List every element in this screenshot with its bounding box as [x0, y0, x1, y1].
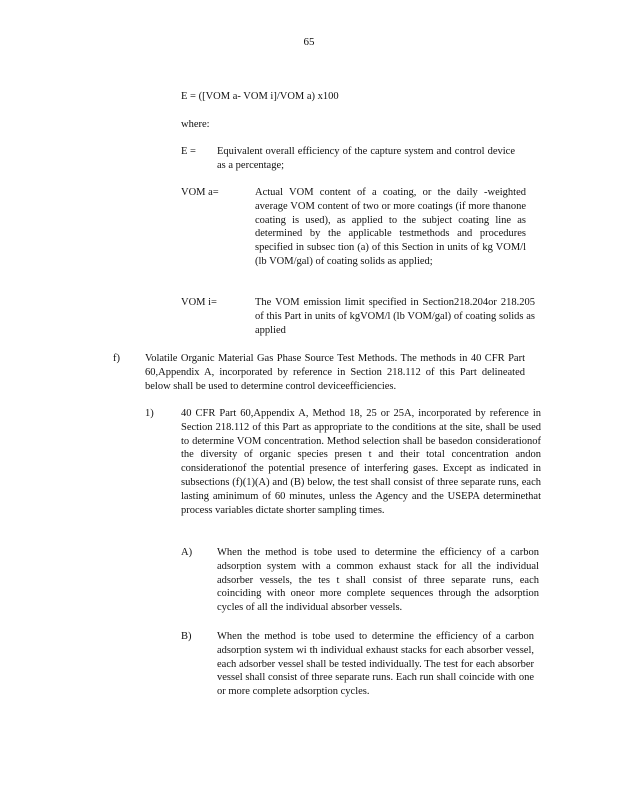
efficiency-equation: E = ([VOM a- VOM i]/VOM a) x100	[181, 91, 339, 102]
item-b-label: B)	[181, 631, 192, 642]
page-number: 65	[303, 36, 315, 48]
section-f-text: Volatile Organic Material Gas Phase Source Test Methods. The methods in 40 CFR Part 60,Appendix A, incorporated by reference in Section 218.112 of this Part delineated below shall be used to determine control deviceefficiencies.	[145, 353, 525, 392]
definition-text-vom-a: Actual VOM content of a coating, or the daily -weighted average VOM content of two or more coatings (if more thanone coating is used), as applied to the subject coating line as determined by the applicable testmethods and procedures specified in subsec tion (a) of this Section in units of kg VOM/l (lb VOM/gal) of coating solids as applied;	[255, 187, 526, 267]
where-label: where:	[181, 119, 210, 130]
item-a-label: A)	[181, 547, 193, 558]
item-1-text: 40 CFR Part 60,Appendix A, Method 18, 25 or 25A, incorporated by reference in Section 218.112 of this Part as appropriate to the conditions at the site, shall be used to determine VOM concentration. Method selection shall be basedon considerationof the diversity of organic species presen t and their total concentration andon considerationof the potential presence of interfering gases. Except as indicated in subsections (f)(1)(A) and (B) below, the test shall consist of three separate runs, each lasting aminimum of 60 minutes, unless the Agency and the USEPA determinethat process variables dictate shorter sampling times.	[181, 408, 541, 516]
definition-term-vom-i: VOM i=	[181, 297, 217, 308]
definition-text-e: Equivalent overall efficiency of the capture system and control device as a percentage;	[217, 146, 515, 171]
item-a-text: When the method is tobe used to determine the efficiency of a carbon adsorption system with a common exhaust stack for all the individual adsorber vessels, the tes t shall consist of three separate runs, each coinciding with oneor more complete sequences through the adsorption cycles of all the individual absorber vessels.	[217, 547, 539, 614]
item-1-label: 1)	[145, 408, 154, 419]
definition-text-vom-i: The VOM emission limit specified in Section218.204or 218.205 of this Part in units of kgVOM/l (lb VOM/gal) of coating solids as applied	[255, 297, 535, 336]
section-f-label: f)	[113, 353, 120, 364]
definition-term-vom-a: VOM a=	[181, 187, 219, 198]
definition-term-e: E =	[181, 146, 196, 157]
item-b-text: When the method is tobe used to determine the efficiency of a carbon adsorption system wi th individual exhaust stacks for each absorber vessel, each adsorber vessel shall be tested individually. The test for each absorber vessel shall consist of three separate runs. Each run shall coincide with one or more complete adsorption cycles.	[217, 631, 534, 698]
